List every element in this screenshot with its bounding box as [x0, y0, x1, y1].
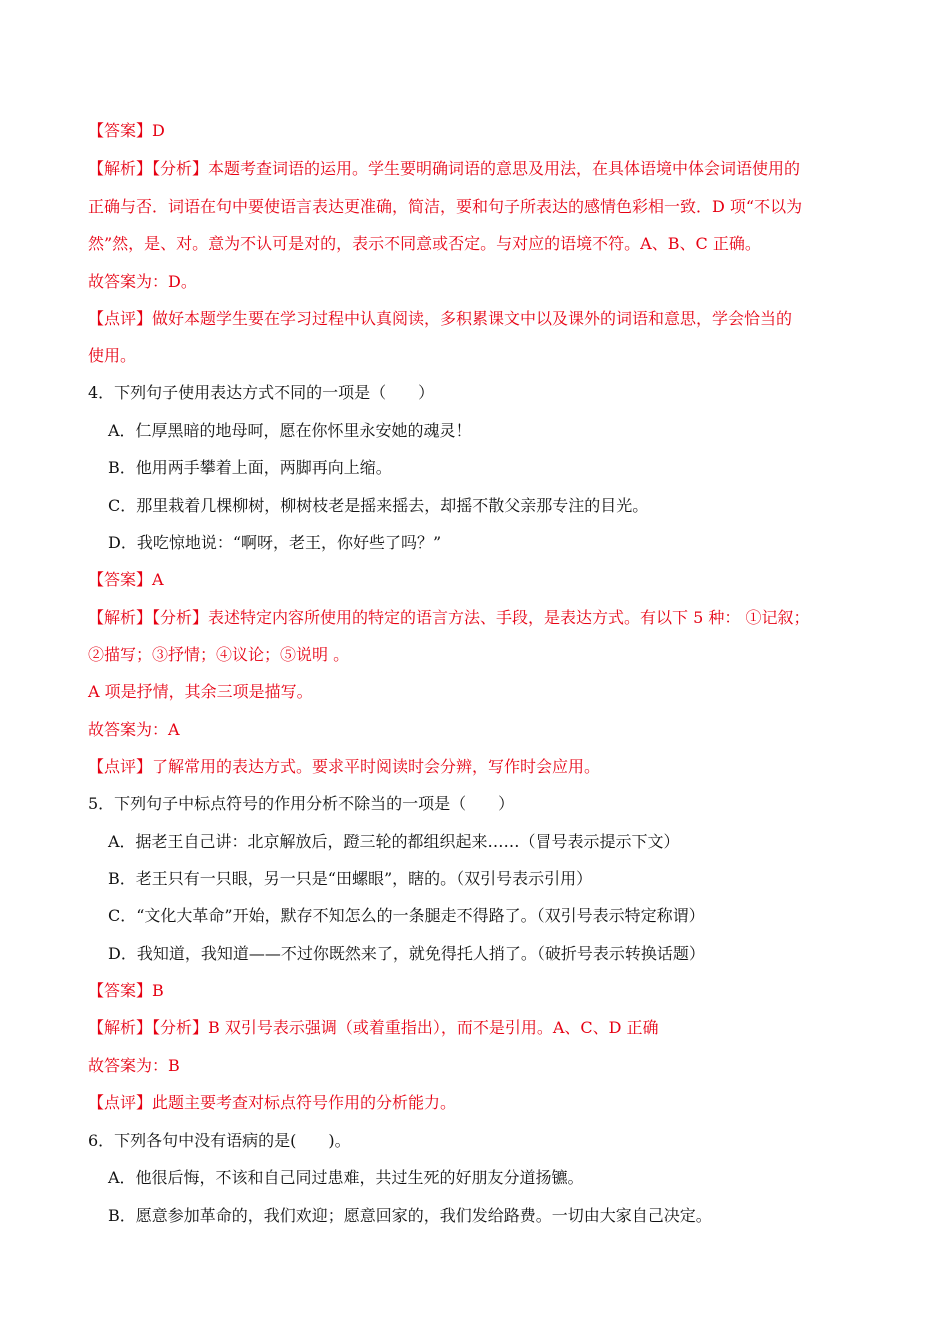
q4-answer: 【答案】A	[88, 570, 164, 589]
q3-comment-line-1: 【点评】做好本题学生要在学习过程中认真阅读，多积累课文中以及课外的词语和意思，学会恰当的	[88, 309, 793, 328]
q4-analysis-line-2: ②描写；③抒情；④议论；⑤说明 。	[88, 645, 350, 664]
q4-comment: 【点评】了解常用的表达方式。要求平时阅读时会分辨，写作时会应用。	[88, 757, 601, 776]
q4-stem: 4．下列句子使用表达方式不同的一项是（ ）	[88, 383, 435, 402]
q5-answer: 【答案】B	[88, 981, 164, 1000]
q3-answer: 【答案】D	[88, 121, 165, 140]
q4-option-d: D．我吃惊地说：“啊呀，老王，你好些了吗？”	[108, 533, 442, 552]
q4-analysis-line-3: A 项是抒情，其余三项是描写。	[88, 682, 313, 701]
q5-conclusion: 故答案为：B	[88, 1056, 180, 1075]
q6-stem: 6．下列各句中没有语病的是( )。	[88, 1131, 351, 1150]
q4-option-c: C．那里栽着几棵柳树，柳树枝老是摇来摇去，却摇不散父亲那专注的目光。	[108, 496, 649, 515]
q3-analysis-line-1: 【解析】【分析】本题考查词语的运用。学生要明确词语的意思及用法，在具体语境中体会词语使用的	[88, 159, 801, 178]
q5-option-d: D．我知道，我知道——不过你既然来了，就免得托人捎了。（破折号表示转换话题）	[108, 944, 705, 963]
q3-conclusion: 故答案为：D。	[88, 272, 197, 291]
q5-comment: 【点评】此题主要考查对标点符号作用的分析能力。	[88, 1093, 457, 1112]
q4-option-a: A．仁厚黑暗的地母呵，愿在你怀里永安她的魂灵！	[108, 421, 472, 440]
q3-comment-line-2: 使用。	[88, 346, 137, 365]
q5-option-c: C．“文化大革命”开始，默存不知怎么的一条腿走不得路了。（双引号表示特定称谓）	[108, 906, 705, 925]
q4-analysis-line-1: 【解析】【分析】表述特定内容所使用的特定的语言方法、手段，是表达方式。有以下 5 种： ①记叙；	[88, 608, 810, 627]
q4-option-b: B．他用两手攀着上面，两脚再向上缩。	[108, 458, 392, 477]
q3-analysis-line-2: 正确与否．词语在句中要使语言表达更准确，简洁，要和句子所表达的感情色彩相一致．D 项“不以为	[88, 197, 803, 216]
q6-option-b: B．愿意参加革命的，我们欢迎；愿意回家的，我们发给路费。一切由大家自己决定。	[108, 1206, 712, 1225]
q6-option-a: A．他很后悔，不该和自己同过患难，共过生死的好朋友分道扬镳。	[108, 1168, 584, 1187]
q5-option-a: A．据老王自己讲：北京解放后，蹬三轮的都组织起来……（冒号表示提示下文）	[108, 832, 680, 851]
q5-stem: 5．下列句子中标点符号的作用分析不除当的一项是（ ）	[88, 794, 515, 813]
q5-analysis: 【解析】【分析】B 双引号表示强调（或着重指出），而不是引用。A、C、D 正确	[88, 1018, 659, 1037]
q3-analysis-line-3: 然”然，是、对。意为不认可是对的，表示不同意或否定。与对应的语境不符。A、B、C 正确。	[88, 234, 761, 253]
q4-conclusion: 故答案为：A	[88, 720, 180, 739]
q5-option-b: B．老王只有一只眼，另一只是“田螺眼”，瞎的。（双引号表示引用）	[108, 869, 593, 888]
